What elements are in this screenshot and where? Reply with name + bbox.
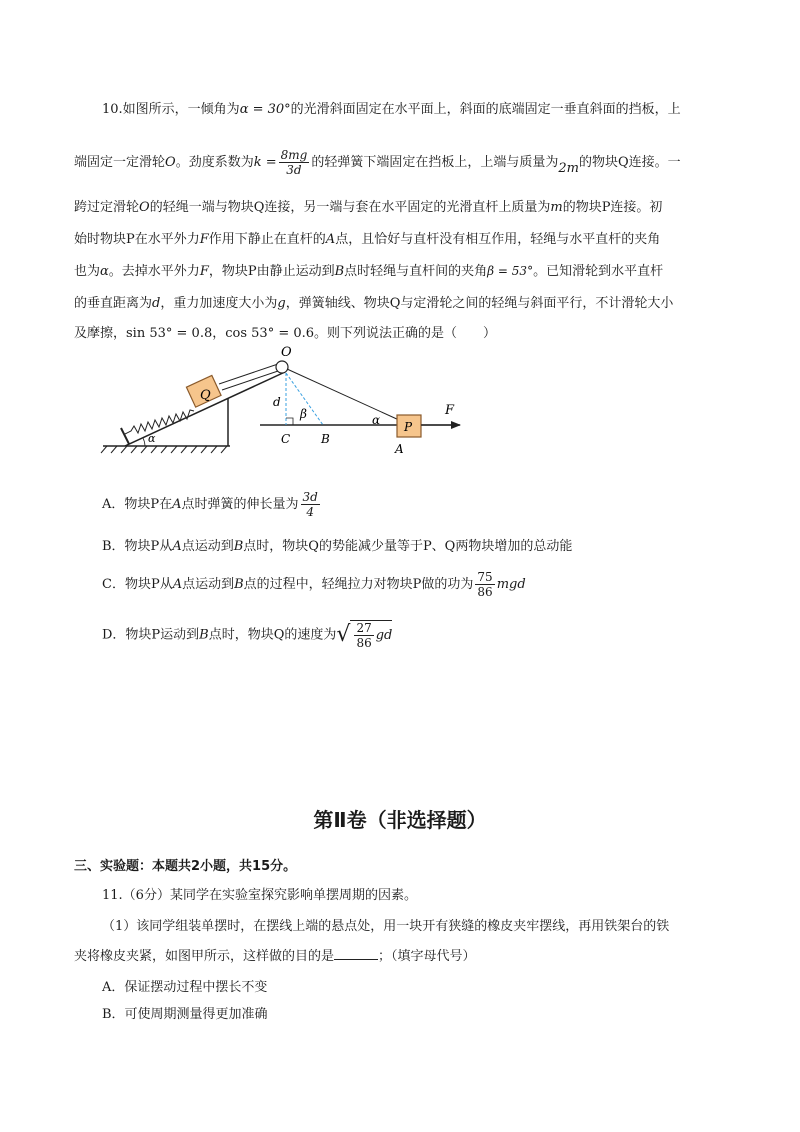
q11-option-B: B．可使周期测量得更加准确 — [102, 1007, 268, 1022]
option-text: 点时，物块Q的势能减少量等于P、Q两物块增加的总动能 — [243, 539, 573, 554]
q10-text: 。已知滑轮到水平直杆 — [533, 264, 664, 279]
fraction-numerator: 27 — [356, 621, 372, 635]
var-B: B — [233, 539, 244, 554]
q10-text: 10.如图所示，一倾角为 — [102, 102, 240, 117]
fraction-denominator: 86 — [477, 585, 493, 599]
var-g: g — [277, 296, 286, 311]
q10-text: 也为 — [74, 264, 101, 279]
q10-text: 的物块Q连接。一 — [578, 155, 681, 170]
barrier — [121, 428, 129, 444]
incline-angle-arc — [143, 438, 145, 446]
q11-text: ；（填字母代号） — [378, 949, 476, 964]
fraction-numerator: 3d — [302, 490, 318, 504]
q11-option-A: A．保证摆动过程中摆长不变 — [102, 980, 268, 995]
sqrt-sign: √ — [336, 622, 351, 647]
var-A: A — [172, 577, 183, 592]
fraction-numerator: 75 — [477, 570, 493, 584]
option-A-fraction — [301, 490, 320, 519]
beta-formula: β = 53° — [487, 264, 534, 278]
physics-diagram — [95, 340, 475, 460]
label-A: A — [395, 442, 404, 456]
fraction-denominator: 3d — [286, 163, 302, 177]
option-C — [102, 570, 526, 599]
q11-text: 夹将橡皮夹紧，如图甲所示，这样做的目的是 — [74, 949, 335, 964]
sqrt-expression — [336, 620, 392, 650]
answer-blank[interactable] — [334, 947, 378, 960]
var-d: d — [152, 296, 161, 311]
q10-text: ，弹簧轴线、物块Q与定滑轮之间的轻绳与斜面平行，不计滑轮大小 — [285, 296, 674, 311]
option-text: B．物块P从 — [102, 539, 173, 554]
q10-text: 。劲度系数为 — [175, 155, 254, 170]
var-B: B — [334, 264, 345, 279]
q10-line-3 — [74, 196, 662, 215]
var-B: B — [199, 627, 209, 643]
q10-line-1 — [102, 98, 681, 117]
label-B: B — [321, 432, 330, 446]
var-F: F — [199, 232, 209, 247]
section-heading: 三、实验题：本题共2小题，共15分。 — [74, 859, 297, 874]
q10-line-6 — [74, 292, 673, 311]
label-d: d — [273, 395, 281, 409]
option-text: 点的过程中，轻绳拉力对物块P做的功为 — [243, 577, 474, 592]
q11-stem: 11.（6分）某同学在实验室探究影响单摆周期的因素。 — [102, 888, 417, 903]
label-Q: Q — [200, 388, 211, 403]
q10-line-4 — [74, 228, 660, 247]
alpha-formula: α = 30° — [239, 102, 291, 117]
q10-text: ，重力加速度大小为 — [160, 296, 278, 311]
fraction-denominator: 86 — [356, 636, 372, 650]
var-B: B — [234, 577, 244, 592]
q10-line-2 — [74, 148, 681, 177]
q10-text: 的轻绳一端与物块Q连接，另一端与套在水平固定的光滑直杆上质量为 — [149, 200, 551, 215]
label-alpha-top: α — [372, 413, 381, 427]
q10-text: 的物块P连接。初 — [562, 200, 663, 215]
option-B — [102, 535, 572, 554]
var-A: A — [172, 539, 182, 554]
force-arrowhead — [451, 421, 461, 429]
ground-hatching — [101, 446, 227, 453]
q10-text: 跨过定滑轮 — [74, 200, 140, 215]
k-formula: k = — [253, 155, 277, 170]
option-text: 点时，物块Q的速度为 — [208, 627, 337, 643]
right-angle-mark — [286, 418, 293, 425]
label-C: C — [281, 432, 291, 446]
q10-text: ， — [212, 326, 226, 341]
option-text: A．物块P在 — [102, 497, 173, 512]
fraction-numerator: 8mg — [280, 148, 308, 162]
option-A — [102, 490, 322, 519]
option-text: 点运动到 — [182, 577, 235, 592]
option-C-fraction — [475, 570, 494, 599]
fraction-denominator: 4 — [306, 505, 315, 519]
sin-formula: sin 53° = 0.8 — [126, 326, 213, 341]
option-text: D．物块P运动到 — [102, 627, 200, 643]
var-gd: gd — [375, 628, 393, 643]
label-F: F — [445, 403, 455, 418]
label-alpha-bottom: α — [148, 432, 156, 445]
label-O: O — [281, 345, 292, 360]
var-2m: 2m — [558, 161, 579, 176]
label-beta: β — [300, 407, 307, 421]
option-D — [102, 620, 392, 650]
label-P: P — [404, 420, 413, 434]
q10-text: 的垂直距离为 — [74, 296, 153, 311]
var-alpha: α — [100, 264, 109, 279]
q10-text: 作用下静止在直杆的 — [208, 232, 326, 247]
cos-formula: cos 53° = 0.6 — [225, 326, 315, 341]
var-F: F — [199, 264, 209, 279]
q10-text: 点时轻绳与直杆间的夹角 — [344, 264, 488, 279]
q10-line-7 — [74, 322, 496, 341]
q11-part1-line1: （1）该同学组装单摆时，在摆线上端的悬点处，用一块开有狭缝的橡皮夹牢摆线，再用铁架台的铁 — [102, 919, 670, 934]
k-fraction — [279, 148, 310, 177]
option-text: 点时弹簧的伸长量为 — [181, 497, 299, 512]
option-text: C．物块P从 — [102, 577, 173, 592]
q10-text: ，物块P由静止运动到 — [208, 264, 335, 279]
var-O: O — [139, 200, 150, 215]
var-A: A — [172, 497, 182, 512]
q10-text: 及摩擦， — [74, 326, 127, 341]
var-A: A — [325, 232, 336, 247]
q10-text: 。去掉水平外力 — [108, 264, 200, 279]
var-m: m — [550, 200, 563, 215]
q10-text: 。则下列说法正确的是（ ） — [314, 326, 497, 341]
q10-text: 端固定一定滑轮 — [74, 155, 166, 170]
pulley — [276, 361, 288, 373]
section-title: 第Ⅱ卷（非选择题） — [313, 808, 487, 832]
q10-line-5 — [74, 260, 663, 279]
var-mgd: mgd — [496, 577, 526, 592]
q10-text: 的光滑斜面固定在水平面上，斜面的底端固定一垂直斜面的挡板，上 — [290, 102, 681, 117]
q10-text: 点，且恰好与直杆没有相互作用，轻绳与水平直杆的夹角 — [335, 232, 661, 247]
q10-text: 的轻弹簧下端固定在挡板上，上端与质量为 — [311, 155, 559, 170]
option-text: 点运动到 — [181, 539, 234, 554]
var-O: O — [165, 155, 176, 170]
q10-text: 始时物块P在水平外力 — [74, 232, 200, 247]
option-D-fraction — [354, 621, 373, 650]
q11-part1-line2 — [74, 945, 476, 964]
